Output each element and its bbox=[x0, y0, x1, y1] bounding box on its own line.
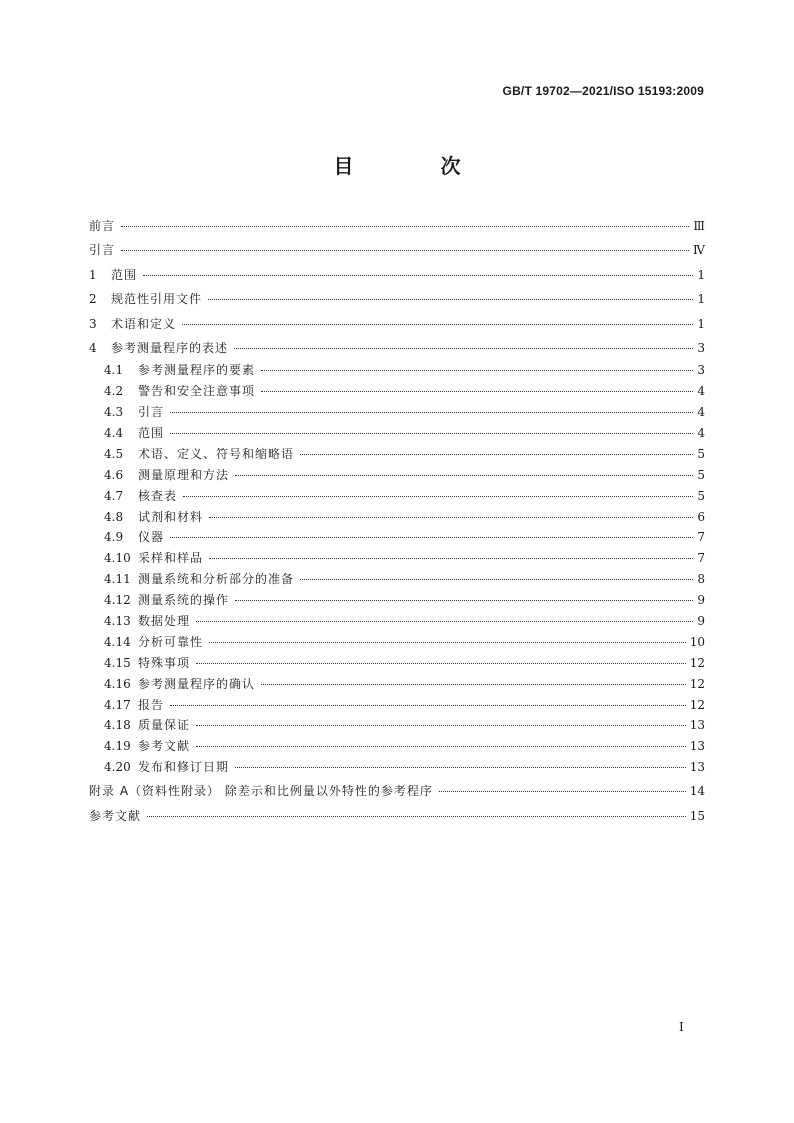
toc-entry-title: 质量保证 bbox=[138, 718, 191, 733]
toc-entry[interactable] bbox=[89, 263, 705, 287]
toc-entry-number: 4.1 bbox=[104, 363, 124, 378]
toc-entry-page: 8 bbox=[697, 572, 705, 587]
toc-entry-page: 5 bbox=[697, 446, 705, 461]
toc-entry-title: 参考测量程序的要素 bbox=[138, 363, 256, 378]
toc-entry-number: 4.7 bbox=[104, 488, 124, 503]
toc-entry-title: 术语、定义、符号和缩略语 bbox=[138, 446, 295, 461]
toc-entry[interactable] bbox=[89, 423, 705, 444]
toc-dot-leader bbox=[209, 642, 686, 643]
toc-dot-leader bbox=[261, 684, 686, 685]
toc-entry-page: 4 bbox=[697, 384, 705, 399]
toc-dot-leader bbox=[121, 250, 689, 251]
toc-entry[interactable] bbox=[89, 695, 705, 716]
toc-entry-number: 4.19 bbox=[104, 739, 131, 754]
toc-dot-leader bbox=[261, 391, 693, 392]
toc-dot-leader bbox=[439, 791, 686, 792]
toc-dot-leader bbox=[209, 558, 693, 559]
toc-dot-leader bbox=[196, 746, 686, 747]
standard-code: GB/T 19702—2021/ISO 15193:2009 bbox=[502, 84, 704, 98]
toc-dot-leader bbox=[208, 299, 693, 300]
toc-dot-leader bbox=[300, 454, 693, 455]
toc-entry-title: 采样和样品 bbox=[138, 551, 204, 566]
toc-entry-page: 4 bbox=[697, 426, 705, 441]
toc-entry[interactable] bbox=[89, 336, 705, 360]
toc-entry-title: 参考测量程序的表述 bbox=[111, 340, 229, 355]
toc-entry[interactable] bbox=[89, 507, 705, 528]
toc-entry[interactable] bbox=[89, 381, 705, 402]
toc-entry[interactable] bbox=[89, 465, 705, 486]
toc-entry-number: 4.2 bbox=[104, 384, 124, 399]
toc-entry[interactable] bbox=[89, 590, 705, 611]
toc-entry-title: 引言 bbox=[138, 405, 165, 420]
toc-dot-leader bbox=[261, 370, 693, 371]
toc-entry-page: Ⅲ bbox=[693, 219, 705, 233]
toc-entry-page: 13 bbox=[689, 760, 705, 775]
toc-entry[interactable] bbox=[89, 632, 705, 653]
toc-dot-leader bbox=[234, 348, 693, 349]
toc-entry-number: 3 bbox=[89, 316, 97, 331]
toc-entry-title: 分析可靠性 bbox=[138, 634, 204, 649]
toc-entry[interactable] bbox=[89, 674, 705, 695]
toc-entry[interactable] bbox=[89, 287, 705, 311]
toc-entry-title: 数据处理 bbox=[138, 614, 191, 629]
toc-entry-title: 警告和安全注意事项 bbox=[138, 384, 256, 399]
toc-entry-number: 4.8 bbox=[104, 509, 124, 524]
toc-entry-page: 1 bbox=[697, 316, 705, 331]
toc-entry-number: 4.10 bbox=[104, 551, 131, 566]
toc-entry-page: 1 bbox=[697, 292, 705, 307]
toc-entry-page: 9 bbox=[697, 593, 705, 608]
toc-entry-number: 4.4 bbox=[104, 426, 124, 441]
toc-entry-title: 试剂和材料 bbox=[138, 509, 204, 524]
toc-entry[interactable] bbox=[89, 402, 705, 423]
toc-entry-title: 前言 bbox=[89, 219, 116, 233]
toc-entry[interactable] bbox=[89, 569, 705, 590]
toc-entry[interactable] bbox=[89, 653, 705, 674]
toc-dot-leader bbox=[147, 816, 686, 817]
toc-entry-page: 12 bbox=[689, 676, 705, 691]
toc-entry-page: 9 bbox=[697, 614, 705, 629]
toc-entry-page: 6 bbox=[697, 509, 705, 524]
toc-entry-page: 13 bbox=[689, 739, 705, 754]
toc-dot-leader bbox=[235, 600, 693, 601]
toc-entry[interactable] bbox=[89, 736, 705, 757]
toc-entry-number: 4.5 bbox=[104, 446, 124, 461]
toc-entry-number: 4.20 bbox=[104, 760, 131, 775]
toc-entry-number: 4 bbox=[89, 340, 97, 355]
toc-entry[interactable] bbox=[89, 779, 705, 803]
toc-entry-title: 参考文献 bbox=[89, 808, 142, 823]
toc-entry-page: 12 bbox=[689, 697, 705, 712]
toc-entry-page: 4 bbox=[697, 405, 705, 420]
toc-entry-title: 范围 bbox=[138, 426, 165, 441]
toc-entry-page: 12 bbox=[689, 655, 705, 670]
toc-entry-page: 5 bbox=[697, 488, 705, 503]
toc-entry[interactable] bbox=[89, 527, 705, 548]
toc-entry-title: 仪器 bbox=[138, 530, 165, 545]
toc-entry-page: 1 bbox=[697, 267, 705, 282]
toc-entry-title: 引言 bbox=[89, 243, 116, 258]
toc-entry-title: 测量系统的操作 bbox=[138, 593, 230, 608]
toc-entry-page: 14 bbox=[689, 784, 705, 799]
toc-entry-number: 2 bbox=[89, 292, 97, 307]
toc-dot-leader bbox=[121, 226, 689, 227]
toc-entry-number: 4.11 bbox=[104, 572, 131, 587]
toc-entry-number: 4.12 bbox=[104, 593, 131, 608]
toc-entry-number: 4.13 bbox=[104, 614, 131, 629]
toc-entry-title: 特殊事项 bbox=[138, 655, 191, 670]
toc-entry-title: 规范性引用文件 bbox=[111, 292, 203, 307]
toc-entry-number: 4.9 bbox=[104, 530, 124, 545]
toc-entry[interactable] bbox=[89, 238, 705, 262]
toc-entry-page: 3 bbox=[697, 363, 705, 378]
toc-entry[interactable] bbox=[89, 548, 705, 569]
toc-entry-page: 15 bbox=[689, 808, 705, 823]
toc-entry-title: 发布和修订日期 bbox=[138, 760, 230, 775]
toc-dot-leader bbox=[183, 496, 693, 497]
toc-entry-page: 7 bbox=[697, 551, 705, 566]
toc-entry[interactable] bbox=[89, 214, 705, 238]
toc-entry-title: 测量系统和分析部分的准备 bbox=[138, 572, 295, 587]
toc-entry[interactable] bbox=[89, 804, 705, 828]
toc-dot-leader bbox=[300, 579, 693, 580]
toc-entry-title: 参考测量程序的确认 bbox=[138, 676, 256, 691]
toc-entry-title: 术语和定义 bbox=[111, 316, 177, 331]
toc-entry-number: 4.17 bbox=[104, 697, 131, 712]
toc-dot-leader bbox=[196, 663, 686, 664]
toc-entry-number: 4.16 bbox=[104, 676, 131, 691]
toc-entry[interactable] bbox=[89, 312, 705, 336]
toc-entry-title: 测量原理和方法 bbox=[138, 467, 230, 482]
toc-dot-leader bbox=[209, 517, 693, 518]
toc-entry[interactable] bbox=[89, 444, 705, 465]
toc-entry[interactable] bbox=[89, 757, 705, 778]
page-title: 目 次 bbox=[333, 154, 501, 178]
toc-dot-leader bbox=[170, 412, 693, 413]
toc-dot-leader bbox=[170, 705, 686, 706]
toc-entry-page: Ⅳ bbox=[693, 243, 705, 258]
toc-entry[interactable] bbox=[89, 715, 705, 736]
toc-dot-leader bbox=[196, 725, 686, 726]
toc-entry-number: 4.18 bbox=[104, 718, 131, 733]
toc-entry-title: 附录 A（资料性附录） 除差示和比例量以外特性的参考程序 bbox=[89, 784, 433, 799]
toc-entry-title: 范围 bbox=[111, 267, 138, 282]
toc-entry[interactable] bbox=[89, 486, 705, 507]
toc-entry-page: 10 bbox=[689, 634, 705, 649]
page-number: I bbox=[679, 1020, 684, 1034]
toc-entry-title: 报告 bbox=[138, 697, 165, 712]
toc-dot-leader bbox=[143, 275, 693, 276]
toc-entry-number: 4.15 bbox=[104, 655, 131, 670]
toc-dot-leader bbox=[182, 324, 693, 325]
toc-entry-title: 核查表 bbox=[138, 488, 178, 503]
toc-dot-leader bbox=[196, 621, 693, 622]
toc-entry[interactable] bbox=[89, 360, 705, 381]
table-of-contents bbox=[89, 214, 705, 828]
toc-dot-leader bbox=[235, 475, 693, 476]
toc-entry-page: 3 bbox=[697, 340, 705, 355]
toc-entry-title: 参考文献 bbox=[138, 739, 191, 754]
toc-dot-leader bbox=[170, 433, 693, 434]
toc-dot-leader bbox=[235, 767, 686, 768]
toc-entry-number: 4.3 bbox=[104, 405, 124, 420]
toc-entry-page: 5 bbox=[697, 467, 705, 482]
toc-entry[interactable] bbox=[89, 611, 705, 632]
toc-entry-number: 4.6 bbox=[104, 467, 124, 482]
toc-entry-number: 4.14 bbox=[104, 634, 131, 649]
toc-entry-number: 1 bbox=[89, 267, 97, 282]
toc-entry-page: 7 bbox=[697, 530, 705, 545]
toc-entry-page: 13 bbox=[689, 718, 705, 733]
toc-dot-leader bbox=[170, 537, 693, 538]
